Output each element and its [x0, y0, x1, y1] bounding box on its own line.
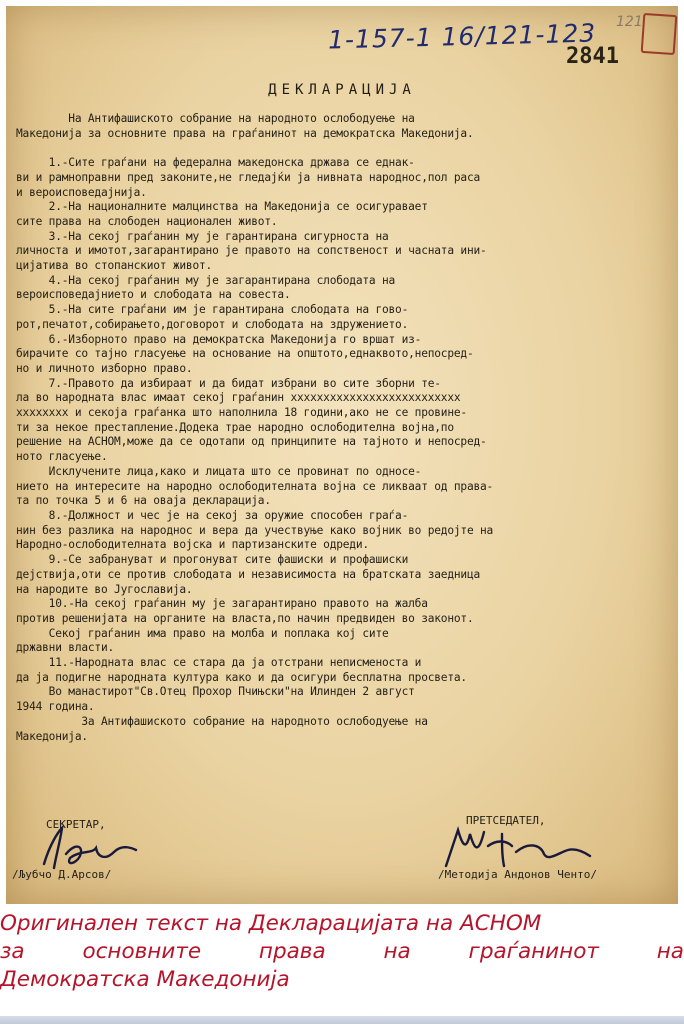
- document-line: ла во народната влас имаат секој граѓанин xxxxxxxxxxxxxxxxxxxxxxxxxx: [16, 391, 461, 405]
- caption-word: граѓанинот: [468, 939, 599, 964]
- document-body: [16, 112, 672, 744]
- document-line: На Антифашиското собрание на народното ослободуење на: [16, 112, 415, 125]
- caption-word: права: [258, 939, 326, 964]
- document-line: сите права на слободен национален живот.: [16, 214, 278, 228]
- archive-stamp: [641, 13, 678, 55]
- document-line: Исклучените лица,како и лицата што се провинат по односе-: [16, 464, 422, 478]
- secretary-title: СЕКРЕТАР,: [46, 818, 106, 831]
- handwritten-reference: 1-157-1 16/121-123: [327, 18, 597, 55]
- document-line: нието на интересите на народно ослободителната војна се ликваат од права-: [16, 479, 494, 493]
- document-line: та по точка 5 и 6 на овaja декларација.: [16, 494, 271, 508]
- document-line: 4.-На секој граѓанин му је загарантирана слободата на: [16, 273, 396, 287]
- document-line: нин без разлика на народнос и вера да учествуње како војник во редојте на: [16, 523, 494, 537]
- document-line: 8.-Должност и чес је на секој за оружие способен граѓа-: [16, 508, 409, 522]
- document-line: решение на АСНОМ,може да се одотапи од принципите на тајното и непосред-: [16, 435, 487, 449]
- document-line: бирачите со тајно гласуење на основание на општото,еднаквото,непосред-: [16, 347, 474, 361]
- document-line: Секој граѓанин има право на молба и поплака кој сите: [16, 626, 389, 640]
- document-line: на народите во Југославија.: [16, 582, 193, 596]
- document-line: 1.-Сите граѓани на федерална македонска држава се еднак-: [16, 156, 415, 170]
- document-line: 5.-На сите граѓани им је гарантирана слободата на гово-: [16, 303, 409, 317]
- caption-word: основните: [82, 939, 202, 964]
- document-line: [16, 141, 672, 156]
- document-line: За Антифашиското собрание на народното ослободуење на: [16, 714, 428, 728]
- president-name: /Методија Андонов Ченто/: [438, 868, 597, 881]
- document-line: ти за некое престапление.Додека трае народно ослободителна војна,по: [16, 420, 454, 434]
- caption-line-3: Демократска Македонија: [0, 967, 290, 992]
- caption-word: на: [656, 939, 684, 964]
- document-line: вероисповедајнието и слободата на совеста.: [16, 288, 291, 302]
- caption-line-2: [0, 938, 684, 966]
- president-signature: [436, 822, 596, 874]
- document-line: 11.-Народната влас се стара да ја отстрани неписменоста и: [16, 656, 422, 670]
- caption-word: на: [383, 939, 411, 964]
- document-line: Македонија.: [16, 729, 88, 743]
- document-line: и вероисповедајнија.: [16, 185, 147, 199]
- document-line: дејствија,оти се против слободата и независимоста на братската заедница: [16, 567, 481, 581]
- document-line: да ја подигне народната култура како и да осигури бесплатна просвета.: [16, 670, 467, 684]
- pencil-mark: 121: [616, 14, 643, 30]
- secretary-signature: [36, 824, 146, 874]
- document-line: ви и рамноправни пред законите,не гледајќи ја нивната народнос,пол раса: [16, 170, 481, 184]
- document-line: 3.-На секој граѓанин му је гарантирана сигурноста на: [16, 229, 389, 243]
- secretary-name: /Љубчо Д.Арсов/: [12, 868, 112, 881]
- document-line: против решенијата на органите на власта,по начин предвиден во законот.: [16, 611, 474, 625]
- document-line: 1944 година.: [16, 700, 95, 714]
- document-line: 6.-Изборното право на демократска Македонија го вршат из-: [16, 332, 422, 346]
- caption-word: за: [0, 939, 25, 964]
- document-line: Во манастирот"Св.Отец Прохор Пчињски"на Илинден 2 август: [16, 685, 415, 699]
- bottom-toolbar-strip: [0, 1016, 684, 1024]
- document-title: ДЕКЛАРАЦИЈА: [268, 82, 416, 98]
- document-line: xxxxxxxx и секоја граѓанка што наполнила 18 години,ако не се провине-: [16, 406, 467, 420]
- document-line: личноста и имотот,загарантирано је правото на сопственост и часната ини-: [16, 244, 487, 258]
- caption-line-1: Оригинален текст на Декларацијата на АСНОМ: [0, 911, 542, 936]
- document-line: 2.-На националните малцинства на Македонија се осигуравает: [16, 200, 428, 214]
- document-line: цијатива во стопанскиот живот.: [16, 259, 213, 273]
- document-line: ното гласуење.: [16, 450, 108, 464]
- document-line: државни власти.: [16, 641, 115, 655]
- document-number: 2841: [566, 44, 619, 69]
- document-line: но и личното изборно право.: [16, 361, 193, 375]
- document-line: рот,печатот,собирањето,договорот и слободата на здружението.: [16, 317, 409, 331]
- document-line: 9.-Се забрануват и прогонуват сите фашиски и профашиски: [16, 553, 409, 567]
- image-caption: [0, 910, 684, 994]
- president-title: ПРЕТСЕДАТЕЛ,: [466, 814, 546, 827]
- document-line: 7.-Правото да избираат и да бидат избрани во сите зборни те-: [16, 376, 441, 390]
- document-scan: [6, 6, 678, 904]
- document-line: Народно-ослободителната војска и партизанските одреди.: [16, 538, 369, 552]
- document-line: Македонија за основните права на граѓанинот на демократска Македонија.: [16, 126, 474, 140]
- document-line: 10.-На секој граѓанин му је загарантирано правото на жалба: [16, 597, 428, 611]
